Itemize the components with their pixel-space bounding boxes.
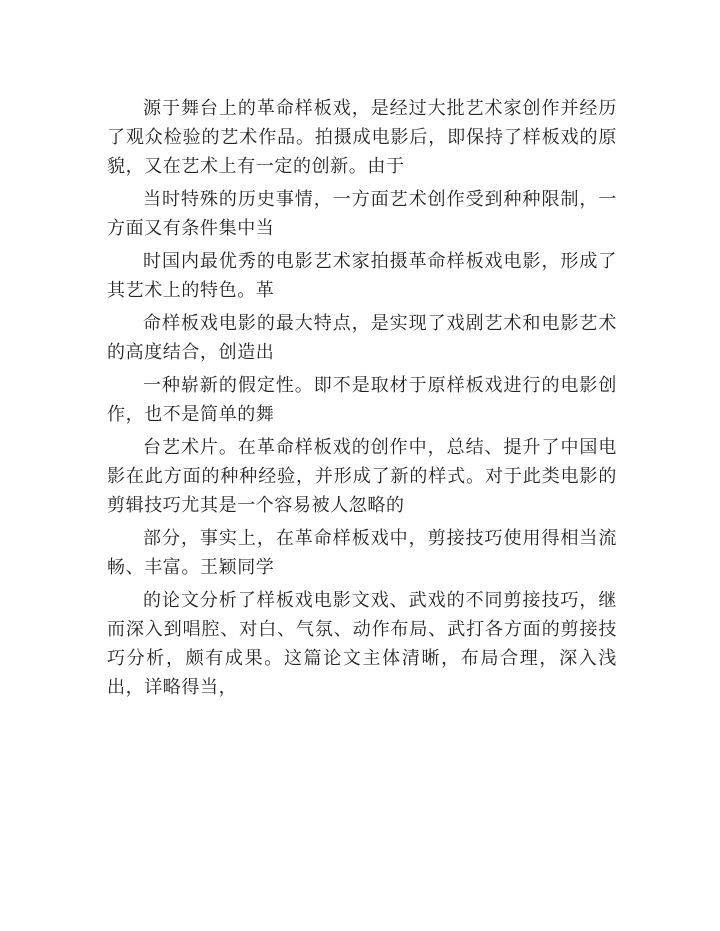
paragraph: 时国内最优秀的电影艺术家拍摄革命样板戏电影，形成了其艺术上的特色。革 [107,251,617,301]
paragraph: 源于舞台上的革命样板戏，是经过大批艺术家创作并经历了观众检验的艺术作品。拍摄成电影后，即保持了样板戏的原貌，又在艺术上有一定的创新。由于 [107,98,617,177]
paragraph: 一种崭新的假定性。即不是取材于原样板戏进行的电影创作，也不是简单的舞 [107,375,617,425]
paragraph: 台艺术片。在革命样板戏的创作中，总结、提升了中国电影在此方面的种种经验，并形成了新的样式。对于此类电影的剪辑技巧尤其是一个容易被人忽略的 [107,437,617,516]
paragraph: 当时特殊的历史事情，一方面艺术创作受到种种限制，一方面又有条件集中当 [107,189,617,239]
paragraph: 的论文分析了样板戏电影文戏、武戏的不同剪接技巧，继而深入到唱腔、对白、气氛、动作布局、武打各方面的剪接技巧分析，颇有成果。这篇论文主体清晰，布局合理，深入浅出，详略得当， [107,590,617,698]
document-body [107,94,617,702]
paragraph: 部分，事实上，在革命样板戏中，剪接技巧使用得相当流畅、丰富。王颖同学 [107,528,617,578]
paragraph: 命样板戏电影的最大特点，是实现了戏剧艺术和电影艺术的高度结合，创造出 [107,313,617,363]
